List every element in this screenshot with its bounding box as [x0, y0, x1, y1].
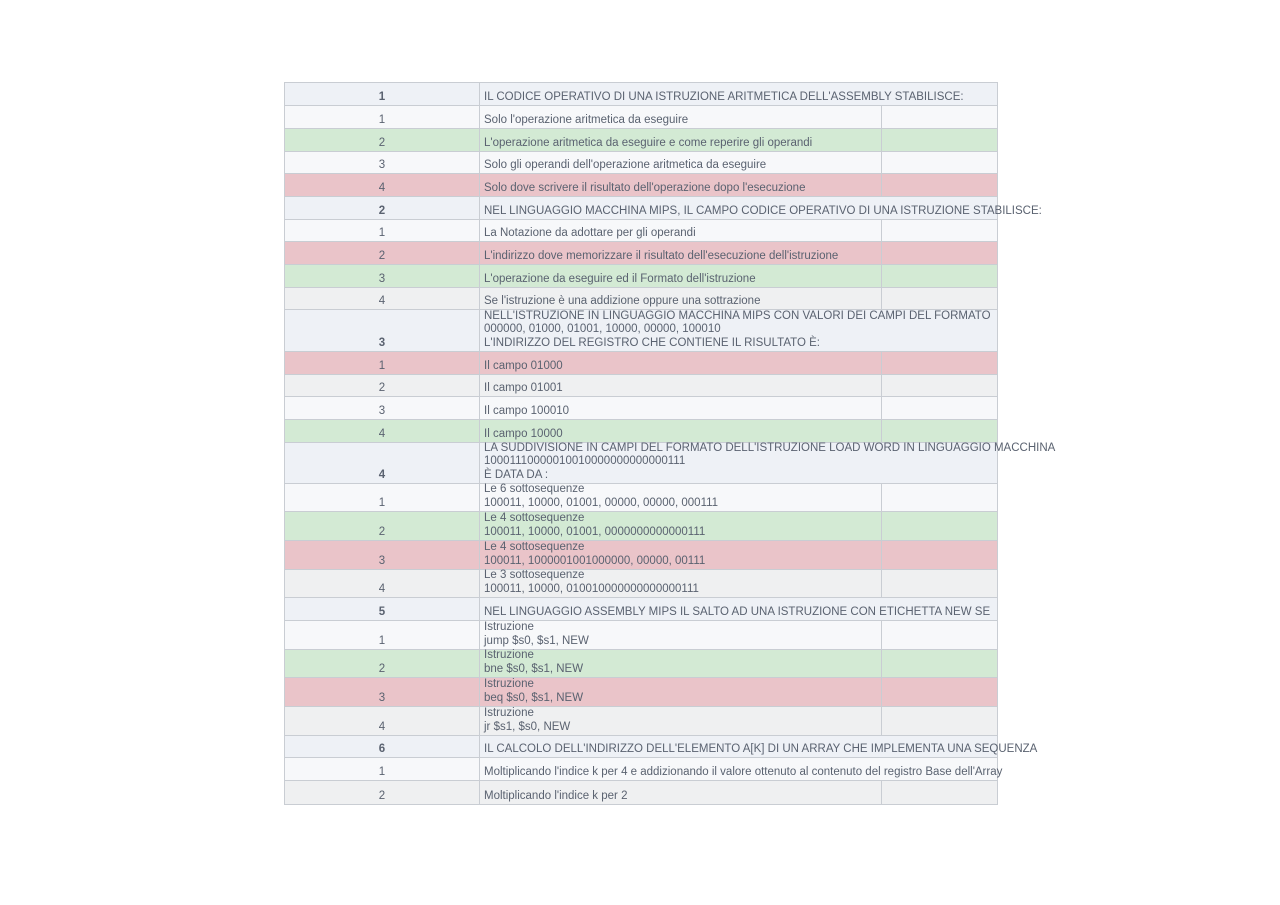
answer-extra-cell — [881, 781, 997, 804]
answer-number: 4 — [285, 420, 480, 442]
text-line: NEL LINGUAGGIO MACCHINA MIPS, IL CAMPO CODICE OPERATIVO DI UNA ISTRUZIONE STABILISCE: — [484, 204, 1042, 217]
question-row — [285, 197, 1042, 220]
question-text — [480, 598, 997, 620]
answer-number: 2 — [285, 129, 480, 151]
answer-number: 2 — [285, 512, 480, 540]
text-line: NEL LINGUAGGIO ASSEMBLY MIPS IL SALTO AD UNA ISTRUZIONE CON ETICHETTA NEW SE — [484, 605, 991, 618]
text-line: L'indirizzo dove memorizzare il risultato dell'esecuzione dell'istruzione — [484, 249, 839, 262]
answer-row — [285, 707, 997, 736]
text-line: Le 4 sottosequenze — [484, 541, 585, 553]
answer-number: 3 — [285, 541, 480, 569]
answer-text — [480, 650, 881, 677]
answer-row — [285, 621, 997, 650]
text-line: Le 4 sottosequenze — [484, 512, 585, 524]
answer-extra-cell — [881, 420, 997, 442]
answer-extra-cell — [881, 650, 997, 677]
answer-text — [480, 707, 881, 735]
text-line: jump $s0, $s1, NEW — [484, 634, 589, 647]
answer-row — [285, 484, 997, 512]
text-line: NELL'ISTRUZIONE IN LINGUAGGIO MACCHINA MIPS CON VALORI DEI CAMPI DEL FORMATO — [484, 309, 991, 322]
answer-number: 2 — [285, 242, 480, 264]
answer-text — [480, 352, 881, 374]
question-number: 4 — [285, 443, 480, 483]
answer-number: 3 — [285, 265, 480, 287]
question-number: 3 — [285, 310, 480, 351]
text-line: Solo gli operandi dell'operazione aritmetica da eseguire — [484, 158, 767, 171]
answer-row — [285, 758, 1003, 781]
answer-extra-cell — [881, 288, 997, 309]
answer-number: 3 — [285, 678, 480, 706]
question-number: 2 — [285, 197, 480, 219]
answer-row — [285, 397, 997, 420]
text-line: LA SUDDIVISIONE IN CAMPI DEL FORMATO DELL'ISTRUZIONE LOAD WORD IN LINGUAGGIO MACCHINA — [484, 441, 1056, 454]
answer-text — [480, 375, 881, 396]
text-line: 10001110000010010000000000000111 — [484, 455, 686, 467]
text-line: L'operazione da eseguire ed il Formato dell'istruzione — [484, 272, 756, 285]
answer-number: 2 — [285, 781, 480, 804]
question-number: 6 — [285, 736, 480, 757]
text-line: Le 3 sottosequenze — [484, 569, 585, 581]
answer-number: 1 — [285, 220, 480, 241]
answer-row — [285, 420, 997, 443]
answer-row — [285, 220, 997, 242]
text-line: Istruzione — [484, 707, 534, 719]
answer-text — [480, 288, 881, 309]
question-row — [285, 310, 997, 352]
answer-extra-cell — [881, 621, 997, 649]
answer-row — [285, 541, 997, 570]
answer-number: 1 — [285, 352, 480, 374]
text-line: 100011, 10000, 010010000000000000111 — [484, 582, 699, 595]
answer-text — [480, 512, 881, 540]
answer-text — [480, 265, 881, 287]
answer-extra-cell — [881, 678, 997, 706]
text-line: 000000, 01000, 01001, 10000, 00000, 100010 — [484, 323, 721, 335]
text-line: Istruzione — [484, 678, 534, 690]
question-text — [480, 443, 1055, 483]
answer-text — [480, 174, 881, 196]
text-line: Solo dove scrivere il risultato dell'operazione dopo l'esecuzione — [484, 181, 806, 194]
answer-text — [480, 420, 881, 442]
text-line: beq $s0, $s1, NEW — [484, 691, 584, 704]
question-text — [480, 310, 997, 351]
question-text — [480, 736, 1037, 757]
answer-extra-cell — [881, 174, 997, 196]
quiz-table — [284, 82, 1056, 805]
answer-row — [285, 570, 997, 598]
answer-extra-cell — [881, 512, 997, 540]
answer-text — [480, 781, 881, 804]
text-line: Moltiplicando l'indice k per 4 e addizionando il valore ottenuto al contenuto del registro Base dell'Array — [484, 765, 1003, 778]
answer-row — [285, 781, 997, 804]
answer-number: 1 — [285, 106, 480, 128]
text-line: Moltiplicando l'indice k per 2 — [484, 789, 628, 802]
answer-text — [480, 397, 881, 419]
question-row — [285, 736, 1038, 758]
text-line: È DATA DA : — [484, 468, 549, 481]
text-line: Il campo 10000 — [484, 427, 563, 440]
question-row — [285, 441, 1056, 484]
text-line: IL CODICE OPERATIVO DI UNA ISTRUZIONE ARITMETICA DELL'ASSEMBLY STABILISCE: — [484, 90, 964, 103]
text-line: IL CALCOLO DELL'INDIRIZZO DELL'ELEMENTO A[K] DI UN ARRAY CHE IMPLEMENTA UNA SEQUENZA — [484, 742, 1038, 755]
answer-row — [285, 512, 997, 541]
text-line: Istruzione — [484, 649, 534, 661]
answer-row — [285, 678, 997, 707]
answer-extra-cell — [881, 220, 997, 241]
text-line: Il campo 100010 — [484, 404, 570, 417]
question-row — [285, 83, 997, 106]
answer-text — [480, 484, 881, 511]
answer-text — [480, 242, 881, 264]
answer-extra-cell — [881, 375, 997, 396]
text-line: Se l'istruzione è una addizione oppure una sottrazione — [484, 294, 761, 307]
answer-extra-cell — [881, 541, 997, 569]
answer-row — [285, 242, 997, 265]
answer-number: 2 — [285, 375, 480, 396]
answer-text — [480, 678, 881, 706]
text-line: L'operazione aritmetica da eseguire e come reperire gli operandi — [484, 136, 813, 149]
answer-text — [480, 106, 881, 128]
answer-row — [285, 174, 997, 197]
text-line: Il campo 01001 — [484, 381, 563, 394]
text-line: Istruzione — [484, 621, 534, 633]
question-number: 5 — [285, 598, 480, 620]
answer-number: 4 — [285, 707, 480, 735]
answer-row — [285, 288, 997, 310]
text-line: La Notazione da adottare per gli operandi — [484, 226, 696, 239]
answer-extra-cell — [881, 129, 997, 151]
answer-extra-cell — [881, 570, 997, 597]
answer-text — [480, 541, 881, 569]
answer-row — [285, 650, 997, 678]
answer-text — [480, 220, 881, 241]
answer-extra-cell — [881, 352, 997, 374]
answer-extra-cell — [881, 106, 997, 128]
answer-extra-cell — [881, 242, 997, 264]
text-line: L'INDIRIZZO DEL REGISTRO CHE CONTIENE IL RISULTATO È: — [484, 336, 820, 349]
answer-extra-cell — [881, 707, 997, 735]
answer-row — [285, 352, 997, 375]
answer-number: 4 — [285, 288, 480, 309]
answer-row — [285, 106, 997, 129]
answer-extra-cell — [881, 397, 997, 419]
answer-text — [480, 570, 881, 597]
answer-row — [285, 129, 997, 152]
answer-text — [480, 758, 1002, 780]
answer-number: 1 — [285, 484, 480, 511]
answer-text — [480, 621, 881, 649]
answer-number: 1 — [285, 621, 480, 649]
answer-text — [480, 152, 881, 173]
answer-number: 4 — [285, 570, 480, 597]
answer-number: 3 — [285, 152, 480, 173]
answer-number: 4 — [285, 174, 480, 196]
answer-row — [285, 375, 997, 397]
text-line: bne $s0, $s1, NEW — [484, 662, 584, 675]
text-line: Il campo 01000 — [484, 359, 563, 372]
text-line: 100011, 10000, 01001, 00000, 00000, 000111 — [484, 496, 719, 509]
question-number: 1 — [285, 83, 480, 105]
question-text — [480, 197, 1042, 219]
text-line: jr $s1, $s0, NEW — [484, 720, 571, 733]
question-row — [285, 598, 997, 621]
answer-text — [480, 129, 881, 151]
text-line: Le 6 sottosequenze — [484, 483, 585, 495]
answer-number: 3 — [285, 397, 480, 419]
answer-row — [285, 152, 997, 174]
text-line: Solo l'operazione aritmetica da eseguire — [484, 113, 689, 126]
answer-extra-cell — [881, 152, 997, 173]
answer-row — [285, 265, 997, 288]
text-line: 100011, 1000001001000000, 00000, 00111 — [484, 554, 706, 567]
answer-number: 1 — [285, 758, 480, 780]
answer-extra-cell — [881, 484, 997, 511]
answer-number: 2 — [285, 650, 480, 677]
question-text — [480, 83, 997, 105]
answer-extra-cell — [881, 265, 997, 287]
text-line: 100011, 10000, 01001, 0000000000000111 — [484, 525, 706, 538]
